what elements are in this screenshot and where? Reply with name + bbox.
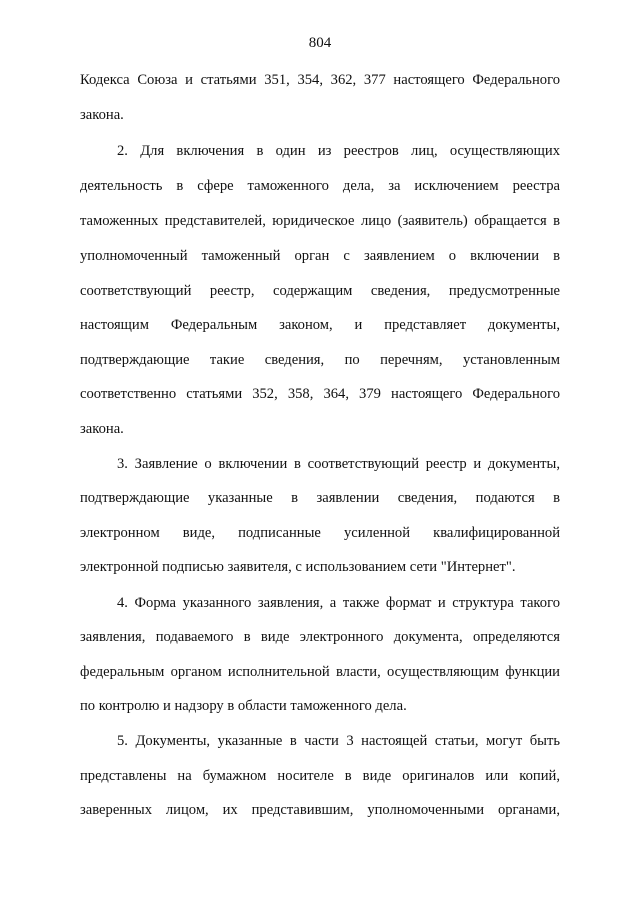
paragraph-3-line-4: электронной подписью заявителя, с использованием сети "Интернет".	[80, 559, 516, 575]
paragraph-2-line-9: закона.	[80, 421, 124, 437]
paragraph-4-line-2: заявления, подаваемого в виде электронного документа, определяются	[80, 629, 560, 645]
paragraph-2-line-3: таможенных представителей, юридическое лицо (заявитель) обращается в	[80, 213, 560, 229]
paragraph-5-line-3: заверенных лицом, их представившим, уполномоченными органами,	[80, 802, 560, 818]
page-number: 804	[308, 35, 332, 51]
paragraph-2-line-8: соответственно статьями 352, 358, 364, 379 настоящего Федерального	[80, 386, 560, 402]
paragraph-2-line-1: 2. Для включения в один из реестров лиц, осуществляющих	[117, 143, 560, 159]
paragraph-4-line-1: 4. Форма указанного заявления, а также формат и структура такого	[117, 595, 560, 611]
paragraph-3-line-1: 3. Заявление о включении в соответствующий реестр и документы,	[117, 456, 560, 472]
paragraph-2-line-5: соответствующий реестр, содержащим сведения, предусмотренные	[80, 283, 560, 299]
paragraph-3-line-3: электронном виде, подписанные усиленной квалифицированной	[80, 525, 560, 541]
paragraph-3-line-2: подтверждающие указанные в заявлении сведения, подаются в	[80, 490, 560, 506]
paragraph-2-line-2: деятельность в сфере таможенного дела, за исключением реестра	[80, 178, 560, 194]
paragraph-1-line-1: Кодекса Союза и статьями 351, 354, 362, 377 настоящего Федерального	[80, 72, 560, 88]
paragraph-4-line-4: по контролю и надзору в области таможенного дела.	[80, 698, 407, 714]
paragraph-2-line-4: уполномоченный таможенный орган с заявлением о включении в	[80, 248, 560, 264]
paragraph-4-line-3: федеральным органом исполнительной власти, осуществляющим функции	[80, 664, 560, 680]
paragraph-5-line-1: 5. Документы, указанные в части 3 настоящей статьи, могут быть	[117, 733, 560, 749]
paragraph-1-line-2: закона.	[80, 107, 124, 123]
paragraph-2-line-7: подтверждающие такие сведения, по перечням, установленным	[80, 352, 560, 368]
paragraph-2-line-6: настоящим Федеральным законом, и представляет документы,	[80, 317, 560, 333]
paragraph-5-line-2: представлены на бумажном носителе в виде оригиналов или копий,	[80, 768, 560, 784]
